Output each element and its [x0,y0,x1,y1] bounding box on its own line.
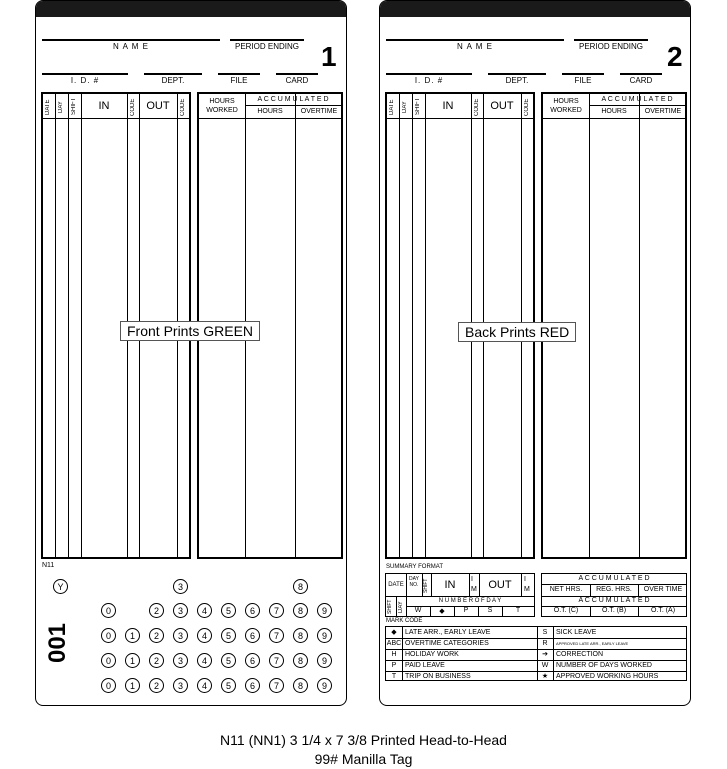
punch-circle-0: 0 [101,678,116,693]
summary-accumulated-2: A C C U M U L A T E D [578,597,650,604]
hours-label: HOURS [257,108,283,115]
circle-8: 8 [293,579,308,594]
mark-code-meaning: APPROVED LATE ARR., EARLY LEAVE [556,641,629,646]
punch-circle-1: 1 [125,653,140,668]
id-label: I. D. # [70,76,100,85]
mark-code-meaning: SICK LEAVE [556,629,597,636]
summary-w: W [414,607,422,614]
mark-code-meaning: PAID LEAVE [405,662,445,669]
accumulated-label: A C C U M U L A T E D [257,96,329,103]
summary-shift: SHIFT [423,578,429,594]
summary-i-2: I [524,576,526,583]
punch-circle-5: 5 [221,603,236,618]
card-label: CARD [285,76,309,85]
hours-label: HOURS [601,108,627,115]
col-code: CODE [474,98,480,116]
time-card-front [35,0,347,706]
punch-circle-6: 6 [245,603,260,618]
punch-circle-4: 4 [197,628,212,643]
name-label: N A M E [113,42,149,51]
ot-c-label: O.T. (C) [553,607,579,614]
mark-code-symbol: R [542,640,548,647]
punch-circle-3: 3 [173,628,188,643]
col-shift: SHIFT [415,97,421,115]
summary-accumulated: A C C U M U L A T E D [578,575,650,582]
summary-diamond: ◆ [439,608,445,615]
punch-circle-5: 5 [221,678,236,693]
mark-code-table [385,626,687,681]
card-label: CARD [629,76,653,85]
punch-circle-9: 9 [317,678,332,693]
punch-circle-7: 7 [269,678,284,693]
mark-code-symbol: ABC [386,640,402,647]
punch-circle-0: 0 [101,653,116,668]
punch-circle-3: 3 [173,653,188,668]
punch-circle-9: 9 [317,603,332,618]
summary-day-no: DAY NO. [409,576,419,588]
punch-circle-9: 9 [317,653,332,668]
card-number: 2 [667,41,683,72]
hours-worked-label: HOURS WORKED [550,98,582,114]
summary-s: S [487,607,493,614]
card-id: 001 [44,622,71,664]
mark-code-symbol: ★ [541,673,549,680]
punch-circle-6: 6 [245,653,260,668]
dept-label: DEPT. [505,76,529,85]
col-in: IN [98,100,110,112]
summary-day: DAY [398,601,404,613]
footer-material: 99# Manilla Tag [314,751,413,767]
grid-header-line [43,118,189,119]
punch-circle-0: 0 [101,603,116,618]
footer-spec: N11 (NN1) 3 1/4 x 7 3/8 Printed Head-to-Head [220,732,507,748]
name-label: N A M E [457,42,493,51]
punch-circle-2: 2 [149,628,164,643]
mark-code-symbol: W [541,662,549,669]
punch-circle-3: 3 [173,678,188,693]
file-label: FILE [230,76,248,85]
punch-circle-7: 7 [269,603,284,618]
punch-circle-1: 1 [125,628,140,643]
mark-code-meaning: HOLIDAY WORK [405,651,459,658]
col-code-2: CODE [524,98,530,116]
mark-code-title: MARK CODE [386,618,423,624]
ot-b-label: O.T. (B) [601,607,627,614]
mark-code-symbol: ➔ [542,651,548,658]
dept-line [144,73,202,75]
card-number: 1 [321,41,337,72]
summary-left-box [385,573,535,617]
mark-code-symbol: P [391,662,397,669]
card-top-bar [380,1,690,17]
punch-circle-6: 6 [245,628,260,643]
punch-circle-8: 8 [293,678,308,693]
summary-m-2: M [524,586,530,593]
col-day: DAY [58,101,64,113]
punch-circle-2: 2 [149,603,164,618]
col-code-2: CODE [180,98,186,116]
front-prints-stamp: Front Prints GREEN [120,321,260,341]
col-date: DATE [45,99,51,115]
punch-circle-5: 5 [221,653,236,668]
mark-code-symbol: S [542,629,548,636]
summary-t: T [515,607,521,614]
summary-format-title: SUMMARY FORMAT [386,564,444,570]
circle-y: Y [53,579,68,594]
punch-circle-8: 8 [293,628,308,643]
mark-code-meaning: LATE ARR., EARLY LEAVE [405,629,491,636]
ot-a-label: O.T. (A) [650,607,676,614]
punch-circle-2: 2 [149,653,164,668]
overtime-label: OVERTIME [300,108,338,115]
summary-right-box [541,573,687,617]
name-line [42,39,220,41]
punch-circle-1: 1 [125,678,140,693]
period-line [230,39,304,41]
summary-in: IN [444,579,456,591]
col-day: DAY [402,101,408,113]
circle-3: 3 [173,579,188,594]
col-out: OUT [490,100,514,112]
punch-circle-4: 4 [197,653,212,668]
punch-circle-7: 7 [269,653,284,668]
punch-circle-9: 9 [317,628,332,643]
punch-circle-7: 7 [269,628,284,643]
mark-code-symbol: H [391,651,397,658]
col-date: DATE [389,99,395,115]
back-prints-stamp: Back Prints RED [458,322,576,342]
overtime-label: OVERTIME [644,108,682,115]
summary-shift-2: SHIFT [387,599,393,615]
summary-i: I [471,576,473,583]
col-code: CODE [130,98,136,116]
file-line [218,73,260,75]
mark-code-symbol: T [391,673,397,680]
overtime-label: OVER TIME [643,586,683,593]
card-line [276,73,318,75]
time-card-back [379,0,691,706]
mark-code-meaning: OVERTIME CATEGORIES [405,640,489,647]
id-line [42,73,128,75]
summary-date: DATE [386,574,407,596]
punch-circle-4: 4 [197,678,212,693]
punch-circle-0: 0 [101,628,116,643]
punch-circle-3: 3 [173,603,188,618]
summary-m: M [471,586,477,593]
period-label: PERIOD ENDING [234,42,299,51]
punch-circle-4: 4 [197,603,212,618]
model-label: N11 [42,562,55,569]
id-label: I. D. # [414,76,444,85]
period-label: PERIOD ENDING [578,42,643,51]
punch-circle-5: 5 [221,628,236,643]
punch-circle-8: 8 [293,603,308,618]
file-label: FILE [574,76,592,85]
dept-label: DEPT. [161,76,185,85]
reg-hrs-label: REG. HRS. [596,586,632,593]
mark-code-meaning: APPROVED WORKING HOURS [556,673,659,680]
punch-circle-6: 6 [245,678,260,693]
col-out: OUT [146,100,170,112]
col-shift: SHIFT [71,97,77,115]
hours-worked-label: HOURS WORKED [206,98,238,114]
punch-circle-8: 8 [293,653,308,668]
accumulated-label: A C C U M U L A T E D [601,96,673,103]
card-top-bar [36,1,346,17]
col-in: IN [442,100,454,112]
summary-p: P [463,607,469,614]
mark-code-meaning: TRIP ON BUSINESS [405,673,471,680]
mark-code-meaning: NUMBER OF DAYS WORKED [556,662,652,669]
summary-out: OUT [488,579,512,591]
punch-circle-2: 2 [149,678,164,693]
net-hrs-label: NET HRS. [549,586,583,593]
mark-code-symbol: ◆ [391,629,397,636]
number-of-day-label: N U M B E R O F D A Y [438,598,502,604]
mark-code-meaning: CORRECTION [556,651,604,658]
